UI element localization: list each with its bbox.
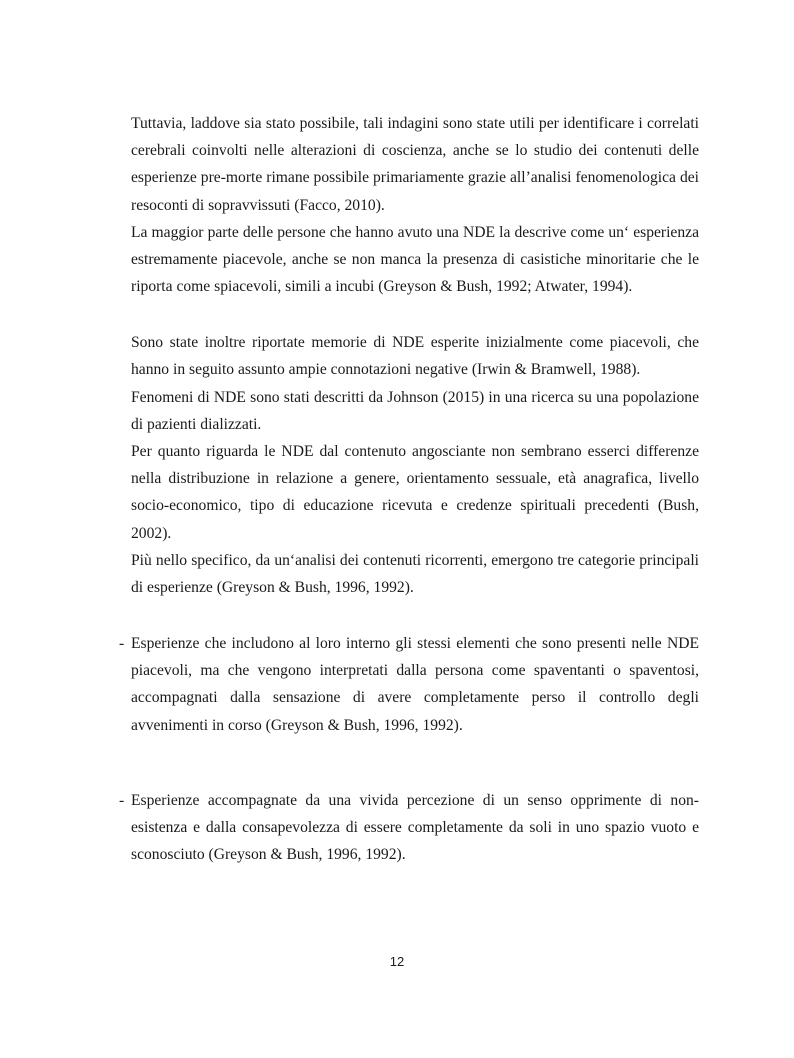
paragraph-categorie: Più nello specifico, da un‘analisi dei contenuti ricorrenti, emergono tre categorie principali di esperienze (Greyson & Bush, 1996, 1992). bbox=[131, 552, 699, 597]
bullet-dash: - bbox=[119, 635, 125, 652]
paragraph-bush-2002: Per quanto riguarda le NDE dal contenuto angosciante non sembrano esserci differenze nella distribuzione in relazione a genere, orientamento sessuale, età anagrafica, livello socio-economico, tipo di educazione ricevuta e credenze spirituali precedenti (Bush, 2002). bbox=[131, 443, 699, 542]
bullet-item bbox=[119, 787, 699, 869]
paragraph-facco: Tuttavia, laddove sia stato possibile, tali indagini sono state utili per identificare i correlati cerebrali coinvolti nelle alterazioni di coscienza, anche se lo studio dei contenuti delle esperienze pre-morte rimane possibile primariamente grazie all’analisi fenomenologica dei resoconti di sopravvissuti (Facco, 2010). bbox=[131, 115, 699, 214]
page-number: 12 bbox=[389, 954, 405, 969]
bullet-text: Esperienze che includono al loro interno gli stessi elementi che sono presenti nelle NDE piacevoli, ma che vengono interpretati dalla persona come spaventanti o spaventosi, accompagnati dalla sensazione di avere completamente perso il controllo degli avvenimenti in corso (Greyson & Bush, 1996, 1992). bbox=[131, 635, 699, 734]
bullet-item bbox=[119, 630, 699, 739]
bullet-dash: - bbox=[119, 792, 125, 809]
paragraph-irwin-bramwell: Sono state inoltre riportate memorie di NDE esperite inizialmente come piacevoli, che hanno in seguito assunto ampie connotazioni negative (Irwin & Bramwell, 1988). bbox=[131, 334, 699, 379]
bullet-text: Esperienze accompagnate da una vivida percezione di un senso opprimente di non-esistenza e dalla consapevolezza di essere completamente da soli in uno spazio vuoto e sconosciuto (Greyson & Bush, 1996, 1992). bbox=[131, 792, 699, 864]
paragraph-nde-piacevole: La maggior parte delle persone che hanno avuto una NDE la descrive come un‘ esperienza estremamente piacevole, anche se non manca la presenza di casistiche minoritarie che le riporta come spiacevoli, simili a incubi (Greyson & Bush, 1992; Atwater, 1994). bbox=[131, 224, 699, 296]
paragraph-johnson: Fenomeni di NDE sono stati descritti da Johnson (2015) in una ricerca su una popolazione di pazienti dializzati. bbox=[131, 389, 699, 434]
